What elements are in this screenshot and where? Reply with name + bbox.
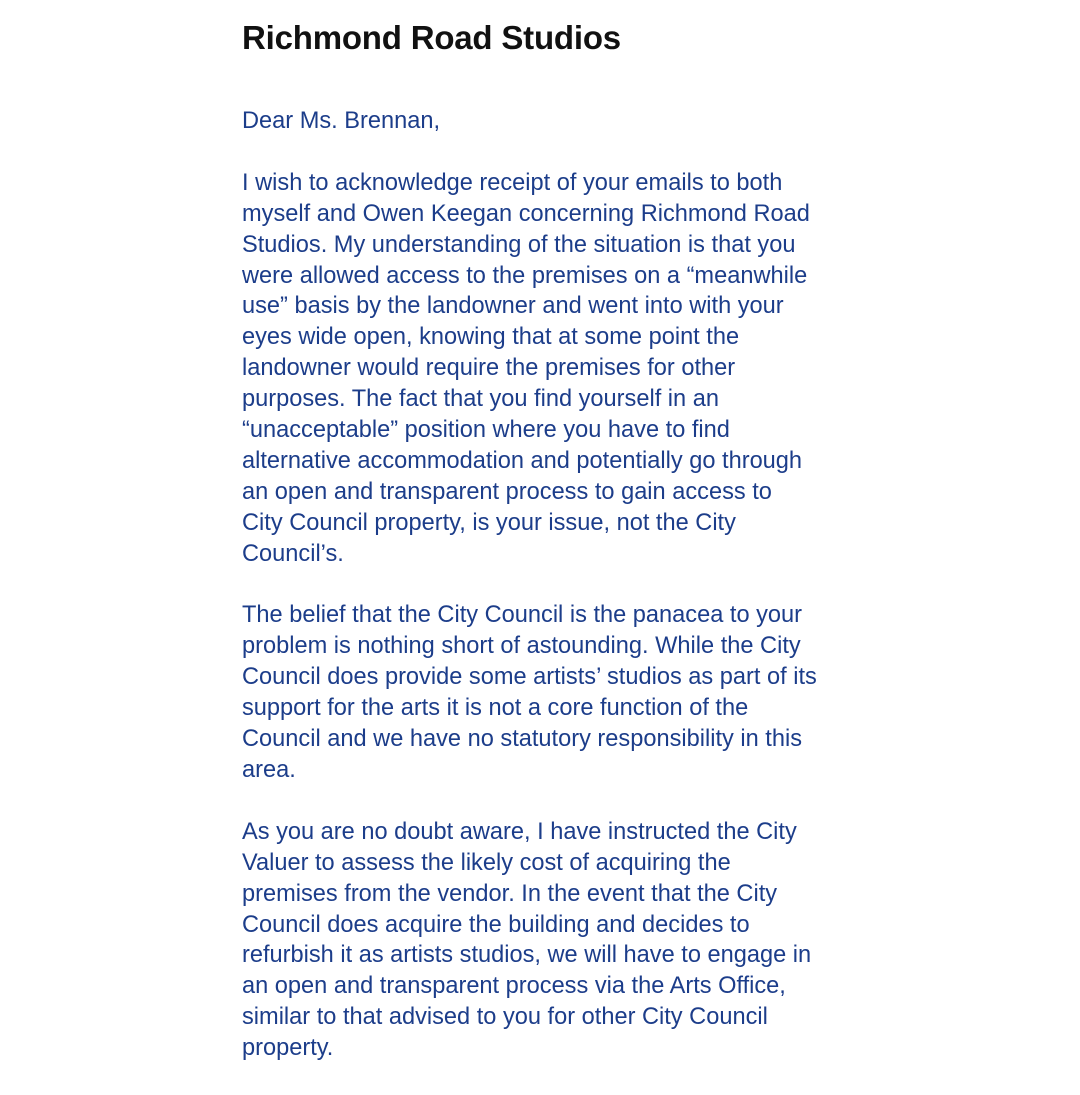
email-message (242, 14, 852, 1095)
email-subject: Richmond Road Studios (242, 19, 621, 56)
email-body (242, 106, 852, 1064)
email-greeting: Dear Ms. Brennan, (242, 108, 441, 134)
email-paragraph-1: I wish to acknowledge receipt of your emails to both myself and Owen Keegan concerning Richmond Road Studios. My understanding of the situation is that you were allowed access to the premises on a “meanwhile use” basis by the landowner and went into with your eyes wide open, knowing that at some point the landowner would require the premises for other purposes. The fact that you find yourself in an “unacceptable” position where you have to find alternative accommodation and potentially go through an open and transparent process to gain access to City Council property, is your issue, not the City Council’s. (242, 169, 810, 567)
email-paragraph-3: As you are no doubt aware, I have instructed the City Valuer to assess the likely cost of acquiring the premises from the vendor. In the event that the City Council does acquire the building and decides to refurbish it as artists studios, we will have to engage in an open and transparent process via the Arts Office, similar to that advised to you for other City Council property. (242, 818, 812, 1062)
email-paragraph-2: The belief that the City Council is the panacea to your problem is nothing short of astounding. While the City Council does provide some artists’ studios as part of its support for the arts it is not a core function of the Council and we have no statutory responsibility in this area. (242, 602, 817, 783)
